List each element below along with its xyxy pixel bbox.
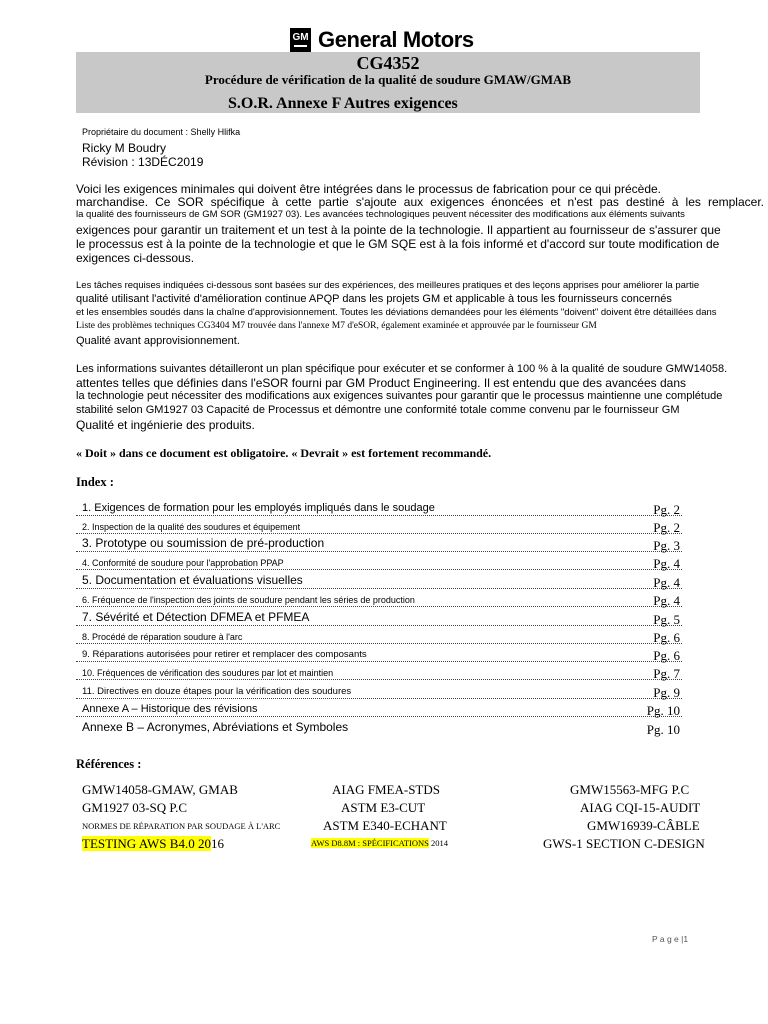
reference-item-testing (82, 836, 224, 852)
index-row-page: Pg. 5 (653, 612, 680, 627)
index-row[interactable] (76, 679, 682, 699)
paragraph-3-line: la technologie peut nécessiter des modifications aux exigences suivantes pour garantir que le processus maintienne une complétude (76, 390, 723, 402)
index-row-page: Pg. 4 (653, 593, 680, 608)
paragraph-2-line: Liste des problèmes techniques CG3404 M7 trouvée dans l'annexe M7 d'eSOR, également examinée et approuvée par le fournisseur GM (76, 321, 597, 331)
paragraph-1-line: exigences pour garantir un traitement et un test à la pointe de la technologie. Il appartient au fournisseur de s'assurer que (76, 223, 721, 237)
index-row-label[interactable]: 11. Directives en douze étapes pour la vérification des soudures (82, 686, 352, 697)
index-row-label[interactable]: 9. Réparations autorisées pour retirer et remplacer des composants (82, 649, 367, 660)
paragraph-1-line: le processus est à la pointe de la technologie et que le GM SQE est à la fois informé et d'accord sur toute modification de (76, 237, 720, 251)
paragraph-3-line: attentes telles que définies dans l'eSOR fourni par GM Product Engineering. Il est entendu que des avancées dans (76, 376, 687, 390)
index-row-page: Pg. 2 (653, 502, 680, 517)
paragraph-2-line: et les ensembles soudés dans la chaîne d'approvisionnement. Toutes les déviations demandées pour les éléments "doivent" doivent être détaillées dans (76, 307, 717, 318)
index-row-page: Pg. 6 (653, 648, 680, 663)
index-row-label[interactable]: 8. Procédé de réparation soudure à l'arc (82, 632, 243, 642)
index-title: Index : (76, 475, 114, 489)
index-row[interactable] (76, 661, 682, 680)
index-row-label[interactable]: 3. Prototype ou soumission de pré-production (82, 536, 325, 550)
index-row-label[interactable]: 5. Documentation et évaluations visuelles (82, 573, 303, 587)
paragraph-2-line: Qualité avant approvisionnement. (76, 335, 240, 347)
document-subtitle: S.O.R. Annexe F Autres exigences (228, 95, 458, 112)
index-row-label[interactable]: 4. Conformité de soudure pour l'approbation PPAP (82, 558, 284, 568)
paragraph-3-line: Les informations suivantes détailleront un plan spécifique pour exécuter et se conformer à 100 % à la qualité de soudure GMW14058. (76, 363, 728, 375)
paragraph-2-line: qualité utilisant l'activité d'amélioration continue APQP dans les projets GM et applicable à tous les fournisseurs concernés (76, 293, 672, 305)
gm-logo-text: General Motors (318, 27, 474, 52)
index-row[interactable] (76, 698, 682, 717)
paragraph-1-line: marchandise. Ce SOR spécifique à cette partie s'ajoute aux exigences énoncées et n'est pas destiné à les remplacer. (76, 195, 764, 209)
index-row-page: Pg. 4 (653, 575, 680, 590)
reference-item: GMW16939-CÂBLE (587, 818, 700, 833)
paragraph-1-line: exigences ci-dessous. (76, 251, 195, 265)
index-row[interactable] (76, 588, 682, 607)
index-row-label[interactable]: 1. Exigences de formation pour les employés impliqués dans le soudage (82, 502, 435, 514)
index-row[interactable] (76, 496, 682, 516)
index-row[interactable] (76, 606, 682, 626)
reference-item-suffix: 2014 (428, 838, 448, 848)
document-author: Ricky M Boudry (82, 141, 167, 155)
reference-item: GMW15563-MFG P.C (570, 782, 690, 797)
document-revision: Révision : 13DÉC2019 (82, 155, 204, 169)
highlighted-text: TESTING AWS B4.0 20 (82, 836, 211, 851)
gm-logo-mark-text: GM (292, 32, 309, 44)
index-row[interactable] (76, 515, 682, 534)
index-row-page: Pg. 9 (653, 685, 680, 700)
reference-item-aws (311, 838, 448, 848)
paragraph-3-line: stabilité selon GM1927 03 Capacité de Processus et démontre une conformité totale comme convenu par le fournisseur GM (76, 404, 680, 416)
index-row-page: Pg. 2 (653, 520, 680, 535)
index-row-label[interactable]: 10. Fréquences de vérification des soudures par lot et maintien (82, 668, 334, 678)
document-owner: Propriétaire du document : Shelly Hlifka (82, 127, 241, 137)
index-row-label[interactable]: 2. Inspection de la qualité des soudures et équipement (82, 522, 301, 532)
index-row-page: Pg. 4 (653, 556, 680, 571)
reference-item: AIAG CQI-15-AUDIT (580, 800, 701, 815)
index-row-page: Pg. 10 (646, 722, 680, 737)
document-title: Procédure de vérification de la qualité de soudure GMAW/GMAB (204, 72, 572, 87)
index-row[interactable] (76, 569, 682, 589)
page-number: P a g e |1 (652, 934, 689, 944)
paragraph-1-line: la qualité des fournisseurs de GM SOR (GM1927 03). Les avancées technologiques peuvent nécessiter des modifications aux éléments suivants (76, 209, 685, 220)
reference-item-suffix: 16 (210, 836, 224, 851)
gm-logo (290, 27, 474, 53)
paragraph-2-line: Les tâches requises indiquées ci-dessous sont basées sur des expériences, des meilleures pratiques et des leçons apprises pour améliorer la partie (76, 280, 700, 291)
paragraph-3-line: Qualité et ingénierie des produits. (76, 418, 255, 432)
index-row[interactable] (76, 551, 682, 570)
index-row-label[interactable]: 6. Fréquence de l'inspection des joints de soudure pendant les séries de production (82, 595, 415, 605)
index-row-page: Pg. 3 (653, 538, 680, 553)
paragraph-1-line: Voici les exigences minimales qui doivent être intégrées dans le processus de fabrication pour ce qui précède. (76, 182, 661, 196)
reference-item: GM1927 03-SQ P.C (82, 800, 188, 815)
index-row-page: Pg. 10 (646, 703, 680, 718)
highlighted-text: AWS D8.8M : SPÉCIFICATIONS (311, 838, 429, 848)
index-row-page: Pg. 7 (653, 666, 680, 681)
gm-logo-mark (290, 28, 311, 52)
index-row-label[interactable]: Annexe A – Historique des révisions (82, 703, 258, 715)
index-row-page: Pg. 6 (653, 630, 680, 645)
reference-item: GMW14058-GMAW, GMAB (82, 782, 238, 797)
index-row[interactable] (76, 533, 682, 552)
reference-item: GWS-1 SECTION C-DESIGN (543, 836, 705, 851)
obligation-notice: « Doit » dans ce document est obligatoire. « Devrait » est fortement recommandé. (76, 446, 492, 460)
reference-item: ASTM E340-ECHANT (323, 818, 447, 833)
index-row-label[interactable]: Annexe B – Acronymes, Abréviations et Symboles (82, 720, 349, 734)
index-row[interactable] (76, 625, 682, 644)
document-code: CG4352 (356, 53, 420, 73)
index-row[interactable] (76, 716, 682, 735)
index-row-label[interactable]: 7. Sévérité et Détection DFMEA et PFMEA (82, 610, 310, 624)
reference-item: NORMES DE RÉPARATION PAR SOUDAGE À L'ARC (82, 821, 281, 831)
reference-item: ASTM E3-CUT (341, 800, 426, 815)
reference-item: AIAG FMEA-STDS (332, 782, 440, 797)
index-row[interactable] (76, 643, 682, 662)
references-title: Références : (76, 757, 142, 771)
